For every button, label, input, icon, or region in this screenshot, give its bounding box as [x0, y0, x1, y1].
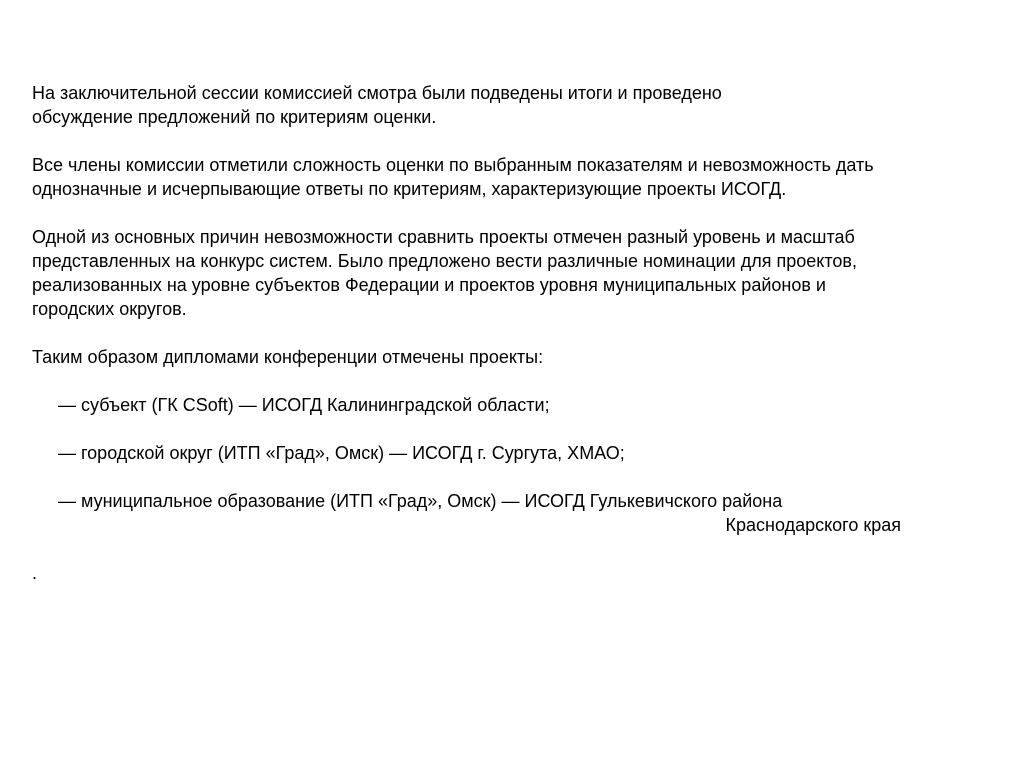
paragraph-4-line-1: Таким образом дипломами конференции отмечены проекты:	[32, 347, 544, 367]
paragraph-3-line-2: представленных на конкурс систем. Было предложено вести различные номинации для проектов,	[32, 251, 857, 271]
paragraph-3-line-1: Одной из основных причин невозможности сравнить проекты отмечен разный уровень и масштаб	[32, 227, 855, 247]
trailing-period: .	[32, 563, 38, 583]
paragraph-3-line-4: городских округов.	[32, 299, 187, 319]
award-item-city-district: — городской округ (ИТП «Град», Омск) — ИСОГД г. Сургута, ХМАО;	[58, 443, 625, 463]
paragraph-2-line-1: Все члены комиссии отметили сложность оценки по выбранным показателям и невозможность дать	[32, 155, 874, 175]
paragraph-1-line-2: обсуждение предложений по критериям оценки.	[32, 107, 437, 127]
award-item-municipality: — муниципальное образование (ИТП «Град», Омск) — ИСОГД Гулькевичского района	[58, 491, 783, 511]
paragraph-1-line-1: На заключительной сессии комиссией смотра были подведены итоги и проведено	[32, 83, 722, 103]
award-item-region: — субъект (ГК CSoft) — ИСОГД Калининградской области;	[58, 395, 550, 415]
award-item-municipality-continuation: Краснодарского края	[725, 515, 901, 535]
paragraph-2-line-2: однозначные и исчерпывающие ответы по критериям, характеризующие проекты ИСОГД.	[32, 179, 787, 199]
paragraph-3-line-3: реализованных на уровне субъектов Федерации и проектов уровня муниципальных районов и	[32, 275, 826, 295]
